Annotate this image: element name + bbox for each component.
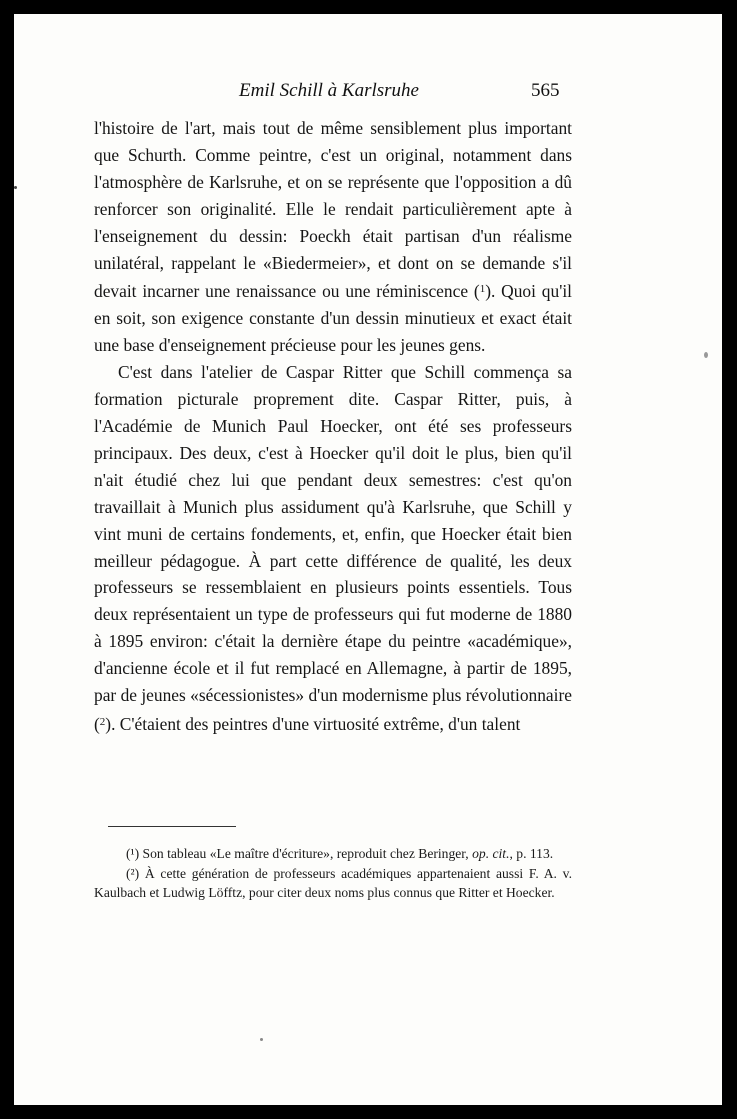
footnote-citation: op. cit. xyxy=(472,846,510,861)
paragraph-text: l'histoire de l'art, mais tout de même sensiblement plus important que Schurth. Comme peintre, c'est un original, notamment dans l'atmosphère de Karlsruhe, et on se représente que l'opposition a dû renforcer son originalité. Elle le rendait particulièrement apte à l'enseignement du dessin: Poeckh était partisan d'un réalisme unilatéral, rappelant le «Biedermeier», et dont on se demande s'il devait incarner une renaissance ou une réminiscence ( xyxy=(94,118,572,302)
footnote-text: À cette génération de professeurs académiques appartenaient aussi F. A. v. Kaulbach et Ludwig Löfftz, pour citer deux noms plus connus que Ritter et Hoecker. xyxy=(94,865,572,901)
paper-speck xyxy=(260,1038,263,1041)
footnotes xyxy=(94,844,572,903)
footnote-ref: 2 xyxy=(99,715,106,728)
paper-speck xyxy=(14,186,17,189)
paragraph-text: ). Quoi qu'il en soit, son exigence constante d'un dessin minutieux et exact était une base d'enseignement précieuse pour les jeunes gens. xyxy=(94,281,572,356)
page-number: 565 xyxy=(531,80,560,101)
footnote-separator xyxy=(108,826,236,827)
paragraph xyxy=(94,359,572,738)
footnote xyxy=(94,844,572,864)
paper-speck xyxy=(704,352,708,358)
book-page xyxy=(14,14,722,1105)
footnote xyxy=(94,864,572,903)
running-title: Emil Schill à Karlsruhe xyxy=(239,80,419,101)
footnote-marker: (²) xyxy=(126,865,140,881)
footnote-ref: 1 xyxy=(479,283,486,296)
paragraph-text: C'est dans l'atelier de Caspar Ritter que Schill commença sa formation picturale proprement dite. Caspar Ritter, puis, à l'Académie de Munich Paul Hoecker, ont été ses professeurs principaux. Des deux, c'est à Hoecker qu'il doit le plus, bien qu'il n'ait étudié chez lui que pendant deux semestres: c'est qu'on travaillait à Munich plus assidument qu'à Karlsruhe, que Schill y vint muni de certains fondements, et, enfin, que Hoecker était bien meilleur pédagogue. À part cette différence de qualité, les deux professeurs se ressemblaient en plusieurs points essentiels. Tous deux représentaient un type de professeurs qui fut moderne de 1880 à 1895 environ: c'était la dernière étape du peintre «académique», d'ancienne école et il fut remplacé en Allemagne, à partir de 1895, par de jeunes «sécessionistes» d'un modernisme plus révolutionnaire ( xyxy=(94,362,572,734)
paragraph-text: ). C'étaient des peintres d'une virtuosité extrême, d'un talent xyxy=(105,713,521,734)
main-text xyxy=(94,115,572,738)
footnote-marker: (¹) xyxy=(126,846,140,861)
page-header xyxy=(14,80,722,110)
paragraph xyxy=(94,115,572,359)
footnote-text: Son tableau «Le maître d'écriture», reproduit chez Beringer, xyxy=(142,846,469,861)
footnote-page-ref: , p. 113. xyxy=(509,846,554,861)
